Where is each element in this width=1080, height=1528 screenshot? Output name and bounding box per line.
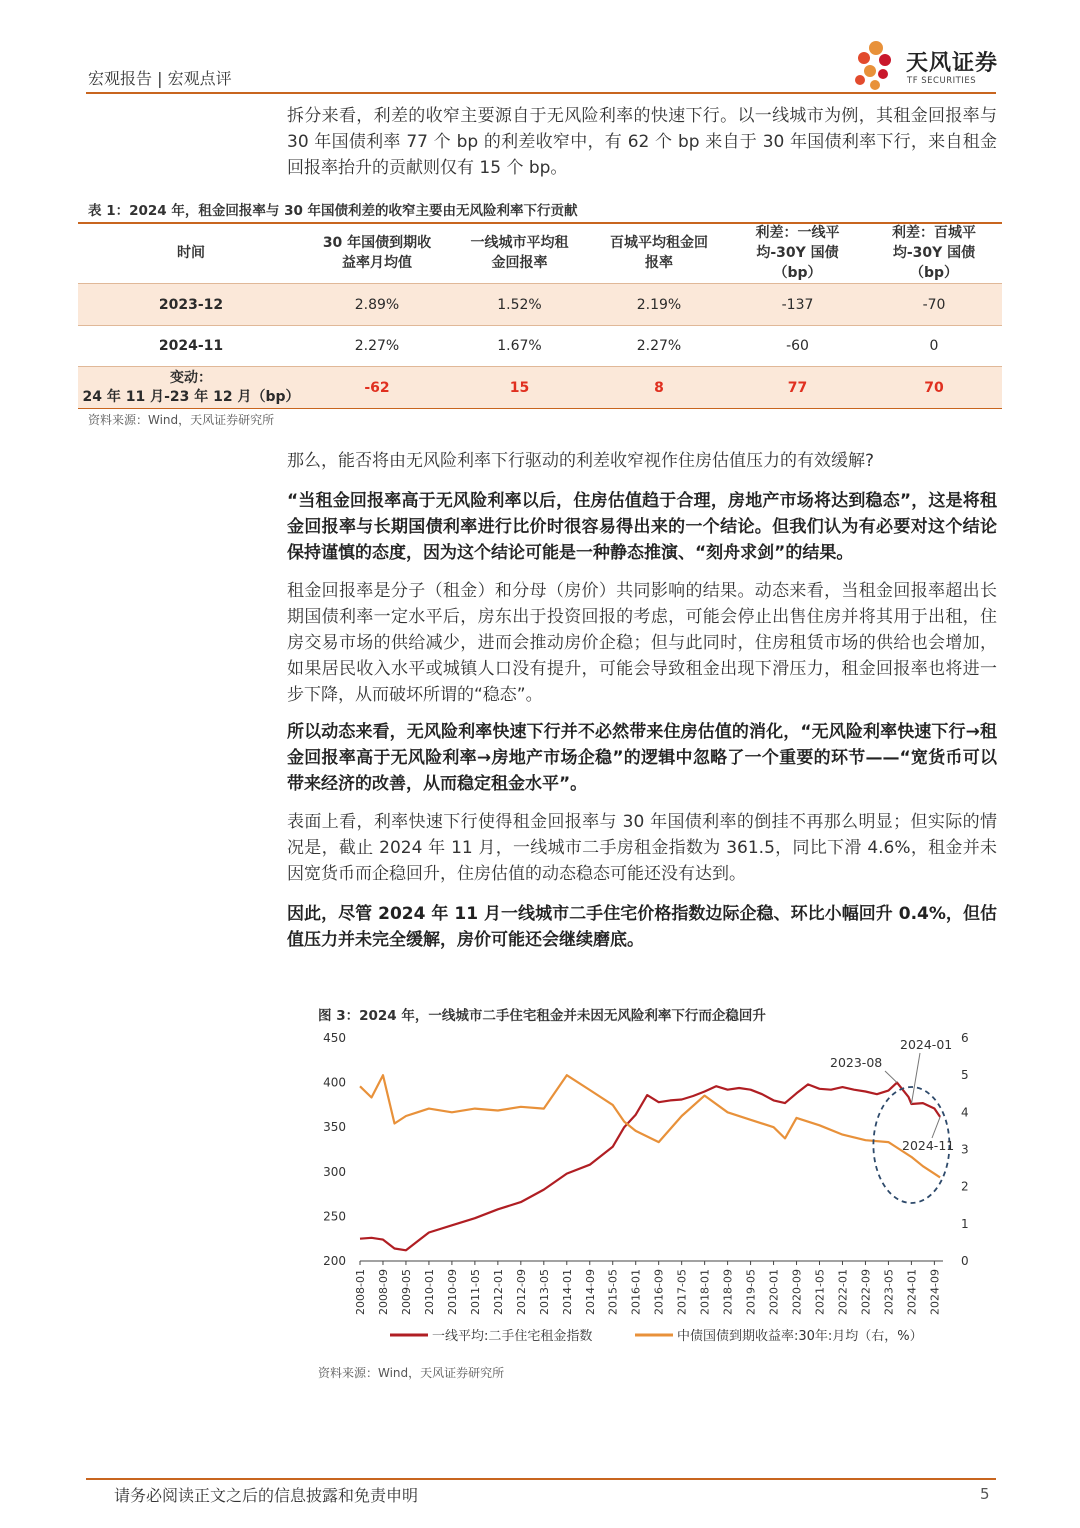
x-tick-label: 2018-09 xyxy=(721,1269,735,1315)
figure-source: 资料来源：Wind，天风证券研究所 xyxy=(318,1366,505,1380)
table-cell: 1.52% xyxy=(450,284,589,326)
header-cell: 百城平均租金回报率 xyxy=(610,235,708,271)
y-left-tick-label: 400 xyxy=(323,1075,346,1090)
annotation-leader xyxy=(911,1053,920,1104)
table-cell: 70 xyxy=(866,367,1002,409)
x-tick-label: 2012-09 xyxy=(514,1269,528,1315)
table-cell: 2.27% xyxy=(304,326,450,367)
x-tick-label: 2024-01 xyxy=(905,1269,919,1315)
x-tick-label: 2022-09 xyxy=(859,1269,873,1315)
table-cell: 2023-12 xyxy=(78,284,304,326)
annotation-label: 2024-11 xyxy=(902,1138,955,1153)
paragraph-6: 表面上看，利率快速下行使得租金回报率与 30 年国债利率的倒挂不再那么明显；但实际的情况是，截止 2024 年 11 月，一线城市二手房租金指数为 361.5，同比下滑 4.6%，租金并未因宽货币而企稳回升，住房估值的动态稳态可能还没有达到。 xyxy=(287,812,997,884)
change-label-cell xyxy=(78,367,304,409)
table-cell: 77 xyxy=(729,367,866,409)
table-row-change xyxy=(78,367,1002,409)
x-tick-label: 2010-01 xyxy=(422,1269,436,1315)
header-cell: 30 年国债到期收益率月均值 xyxy=(322,235,432,271)
x-tick-label: 2013-05 xyxy=(537,1269,551,1315)
x-tick-label: 2010-09 xyxy=(445,1269,459,1315)
x-tick-label: 2011-05 xyxy=(468,1269,482,1315)
paragraph-1: 拆分来看，利差的收窄主要源自于无风险利率的快速下行。以一线城市为例，其租金回报率与 30 年国债利率 77 个 bp 的利差收窄中，有 62 个 bp 来自于 30 年国债利率下行，来自租金回报率抬升的贡献则仅有 15 个 bp。 xyxy=(287,106,997,178)
table-cell: -137 xyxy=(729,284,866,326)
paragraph-4: 租金回报率是分子（租金）和分母（房价）共同影响的结果。动态来看，当租金回报率超出长期国债利率一定水平后，房东出于投资回报的考虑，可能会停止出售住房并将其用于出租，住房交易市场的供给减少，进而会推动房价企稳；但与此同时，住房租赁市场的供给也会增加，如果居民收入水平或城镇人口没有提升，可能会导致租金出现下滑压力，租金回报率也将进一步下降，从而破坏所谓的“稳态”。 xyxy=(287,581,997,705)
x-tick-label: 2017-05 xyxy=(675,1269,689,1315)
y-right-tick-label: 1 xyxy=(961,1216,969,1231)
x-tick-label: 2008-09 xyxy=(376,1269,390,1315)
data-table xyxy=(78,223,1002,409)
line-chart xyxy=(310,1025,990,1355)
table-cell: -60 xyxy=(729,326,866,367)
logo-name: 天风证券 xyxy=(906,51,999,76)
table-row xyxy=(78,326,1002,367)
y-right-tick-label: 3 xyxy=(961,1142,969,1157)
table-cell: 1.67% xyxy=(450,326,589,367)
x-tick-label: 2015-05 xyxy=(606,1269,620,1315)
table-cell: 8 xyxy=(589,367,729,409)
x-tick-label: 2022-01 xyxy=(836,1269,850,1315)
table-cell: 2.19% xyxy=(589,284,729,326)
report-section-label: 宏观报告 | 宏观点评 xyxy=(88,69,232,88)
change-label-line-2: 24 年 11 月-23 年 12 月（bp） xyxy=(82,388,300,405)
x-tick-label: 2019-05 xyxy=(744,1269,758,1315)
y-left-tick-label: 250 xyxy=(323,1209,346,1224)
x-tick-label: 2021-05 xyxy=(813,1269,827,1315)
y-left-tick-label: 350 xyxy=(323,1120,346,1135)
y-right-tick-label: 4 xyxy=(961,1105,969,1120)
table-cell: -62 xyxy=(304,367,450,409)
header-divider xyxy=(86,92,996,94)
x-tick-label: 2014-01 xyxy=(560,1269,574,1315)
annotation-label: 2024-01 xyxy=(900,1037,953,1052)
paragraph-7: 因此，尽管 2024 年 11 月一线城市二手住宅价格指数边际企稳、环比小幅回升 0.4%，但估值压力并未完全缓解，房价可能还会继续磨底。 xyxy=(287,904,997,950)
paragraph-5: 所以动态来看，无风险利率快速下行并不必然带来住房估值的消化，“无风险利率快速下行→租金回报率高于无风险利率→房地产市场企稳”的逻辑中忽略了一个重要的环节——“宽货币可以带来经济的改善，从而稳定租金水平”。 xyxy=(287,722,997,794)
x-tick-label: 2012-01 xyxy=(491,1269,505,1315)
table-header-row xyxy=(78,223,1002,284)
table-caption: 表 1：2024 年，租金回报率与 30 年国债利差的收窄主要由无风险利率下行贡献 xyxy=(88,203,578,219)
x-tick-label: 2009-05 xyxy=(399,1269,413,1315)
change-label-line-1: 变动： xyxy=(170,369,212,386)
annotation-leader xyxy=(932,1117,940,1138)
x-tick-label: 2014-09 xyxy=(583,1269,597,1315)
table-cell: 15 xyxy=(450,367,589,409)
disclaimer-text: 请务必阅读正文之后的信息披露和免责申明 xyxy=(114,1486,419,1505)
annotation-leader xyxy=(885,1071,897,1083)
paragraph-3: “当租金回报率高于无风险利率以后，住房估值趋于合理，房地产市场将达到稳态”，这是将租金回报率与长期国债利率进行比价时很容易得出来的一个结论。但我们认为有必要对这个结论保持谨慎的态度，因为这个结论可能是一种静态推演、“刻舟求剑”的结果。 xyxy=(287,491,997,563)
x-tick-label: 2020-09 xyxy=(790,1269,804,1315)
x-tick-label: 2024-09 xyxy=(928,1269,942,1315)
table-cell: 2024-11 xyxy=(78,326,304,367)
rent-index-line xyxy=(360,1083,940,1251)
header-cell: 利差：一线平均-30Y 国债（bp） xyxy=(755,225,840,281)
footer-divider xyxy=(86,1478,996,1480)
paragraph-2: 那么，能否将由无风险利率下行驱动的利差收窄视作住房估值压力的有效缓解? xyxy=(287,451,875,471)
y-right-tick-label: 2 xyxy=(961,1179,969,1194)
x-tick-label: 2020-01 xyxy=(767,1269,781,1315)
page-number: 5 xyxy=(980,1485,990,1503)
x-tick-label: 2023-05 xyxy=(882,1269,896,1315)
x-tick-label: 2016-01 xyxy=(629,1269,643,1315)
table-source: 资料来源：Wind，天风证券研究所 xyxy=(88,413,275,427)
header-cell: 一线城市平均租金回报率 xyxy=(470,235,569,271)
y-right-tick-label: 0 xyxy=(961,1254,969,1268)
x-tick-label: 2018-01 xyxy=(698,1269,712,1315)
table-row xyxy=(78,284,1002,326)
y-left-tick-label: 450 xyxy=(323,1031,346,1045)
y-left-tick-label: 300 xyxy=(323,1164,346,1179)
annotation-label: 2023-08 xyxy=(830,1055,883,1070)
y-left-tick-label: 200 xyxy=(323,1254,346,1268)
table-cell: -70 xyxy=(866,284,1002,326)
table-cell: 2.89% xyxy=(304,284,450,326)
table-cell: 0 xyxy=(866,326,1002,367)
y-right-tick-label: 6 xyxy=(961,1031,969,1045)
figure-caption: 图 3：2024 年，一线城市二手住宅租金并未因无风险利率下行而企稳回升 xyxy=(318,1008,766,1024)
x-tick-label: 2016-09 xyxy=(652,1269,666,1315)
legend-label: 中债国债到期收益率:30年:月均（右，%） xyxy=(677,1329,923,1344)
table-cell: 2.27% xyxy=(589,326,729,367)
header-cell: 利差：百城平均-30Y 国债（bp） xyxy=(892,225,976,281)
y-right-tick-label: 5 xyxy=(961,1068,969,1083)
header-cell: 时间 xyxy=(177,245,205,261)
logo-subtitle: TF SECURITIES xyxy=(907,76,977,86)
legend-label: 一线平均:二手住宅租金指数 xyxy=(432,1329,593,1344)
x-tick-label: 2008-01 xyxy=(354,1269,367,1315)
logo-petals-icon xyxy=(855,41,891,90)
